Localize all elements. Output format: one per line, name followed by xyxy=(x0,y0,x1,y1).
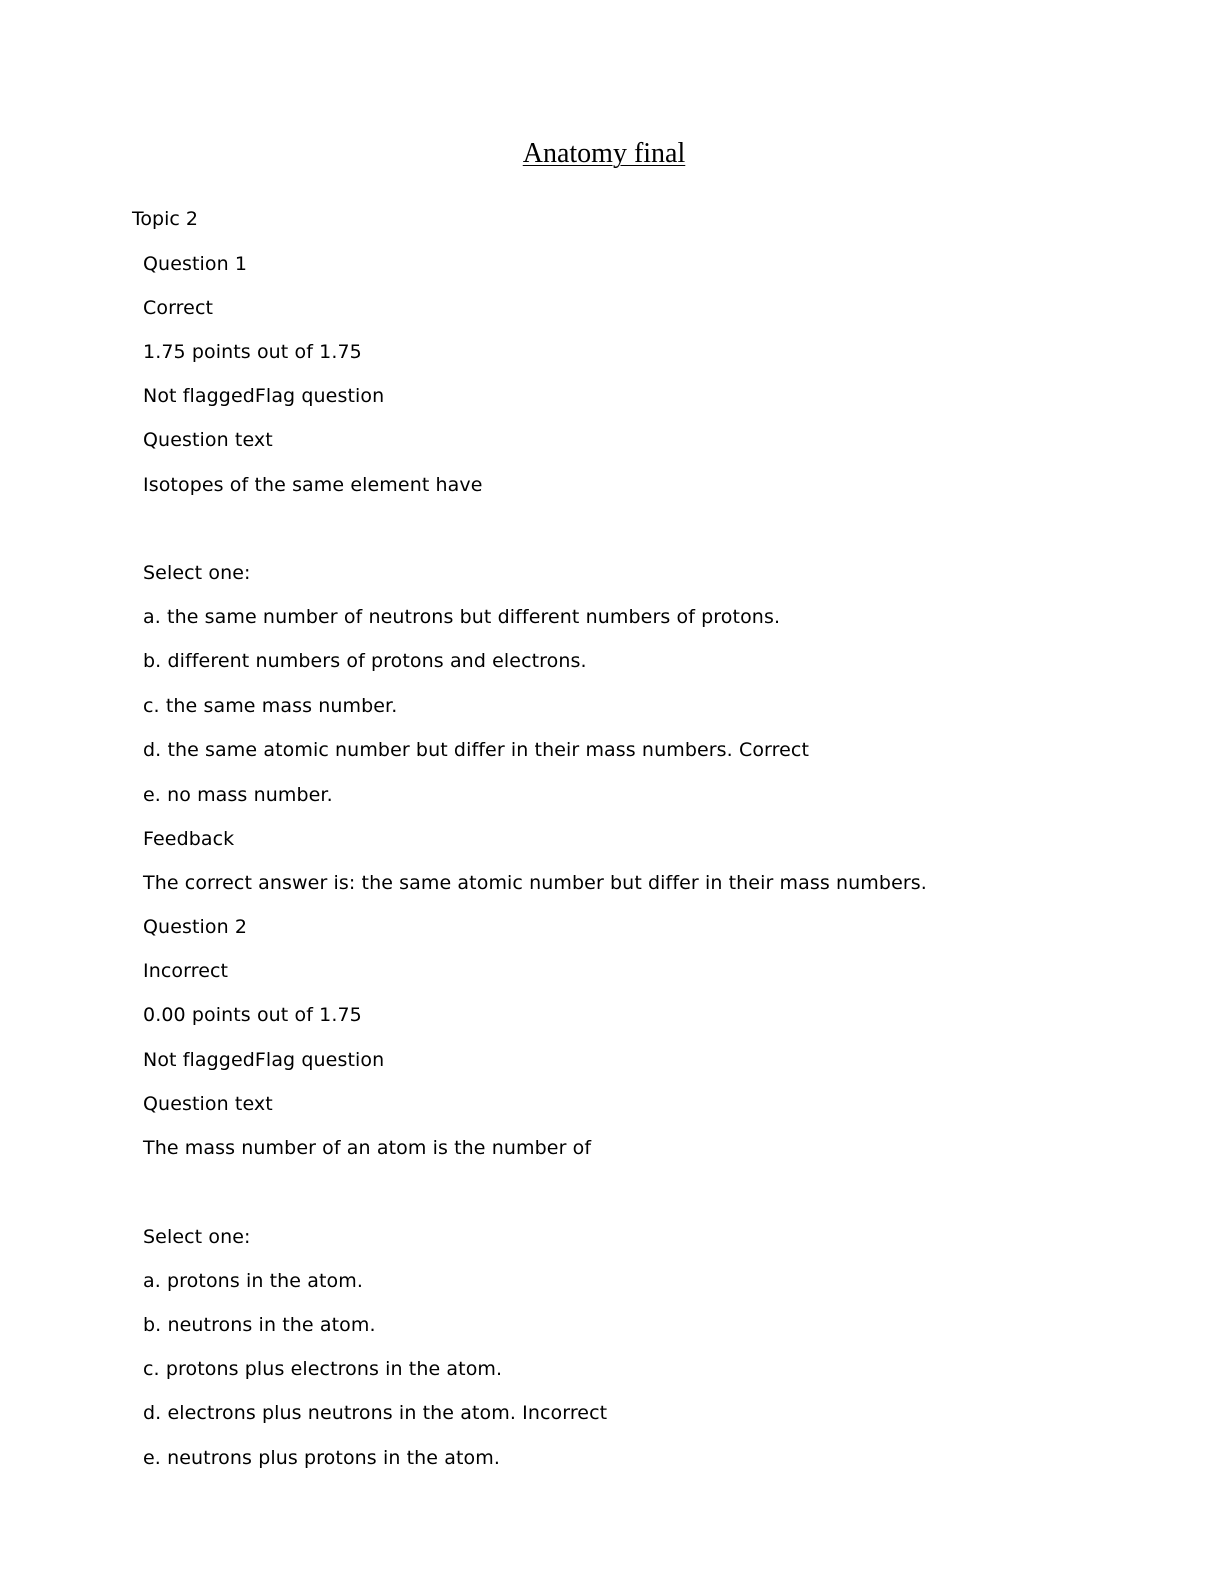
question-status: Correct xyxy=(143,297,214,319)
question-text-label: Question text xyxy=(143,429,273,451)
answer-option-b[interactable]: b. different numbers of protons and electrons. xyxy=(143,650,587,672)
answer-option-d[interactable]: d. the same atomic number but differ in their mass numbers. Correct xyxy=(143,739,810,761)
question-text-label: Question text xyxy=(143,1093,273,1115)
answer-option-e[interactable]: e. no mass number. xyxy=(143,784,333,806)
feedback-label: Feedback xyxy=(143,828,235,850)
question-status: Incorrect xyxy=(143,960,229,982)
answer-option-d[interactable]: d. electrons plus neutrons in the atom. Incorrect xyxy=(143,1402,608,1424)
question-number: Question 1 xyxy=(143,253,248,275)
question-text: The mass number of an atom is the number of xyxy=(143,1137,592,1159)
answer-option-c[interactable]: c. the same mass number. xyxy=(143,695,398,717)
topic-heading: Topic 2 xyxy=(132,208,198,230)
answer-option-a[interactable]: a. the same number of neutrons but different numbers of protons. xyxy=(143,606,781,628)
answer-option-e[interactable]: e. neutrons plus protons in the atom. xyxy=(143,1447,500,1469)
answer-option-a[interactable]: a. protons in the atom. xyxy=(143,1270,364,1292)
select-one-prompt: Select one: xyxy=(143,562,251,584)
question-text: Isotopes of the same element have xyxy=(143,474,483,496)
flag-question-link[interactable]: Not flaggedFlag question xyxy=(143,385,385,407)
question-points: 1.75 points out of 1.75 xyxy=(143,341,362,363)
question-number: Question 2 xyxy=(143,916,248,938)
answer-option-c[interactable]: c. protons plus electrons in the atom. xyxy=(143,1358,503,1380)
flag-question-link[interactable]: Not flaggedFlag question xyxy=(143,1049,385,1071)
question-points: 0.00 points out of 1.75 xyxy=(143,1004,362,1026)
page-title: Anatomy final xyxy=(522,138,686,169)
answer-option-b[interactable]: b. neutrons in the atom. xyxy=(143,1314,376,1336)
select-one-prompt: Select one: xyxy=(143,1226,251,1248)
feedback-text: The correct answer is: the same atomic number but differ in their mass numbers. xyxy=(143,872,927,894)
